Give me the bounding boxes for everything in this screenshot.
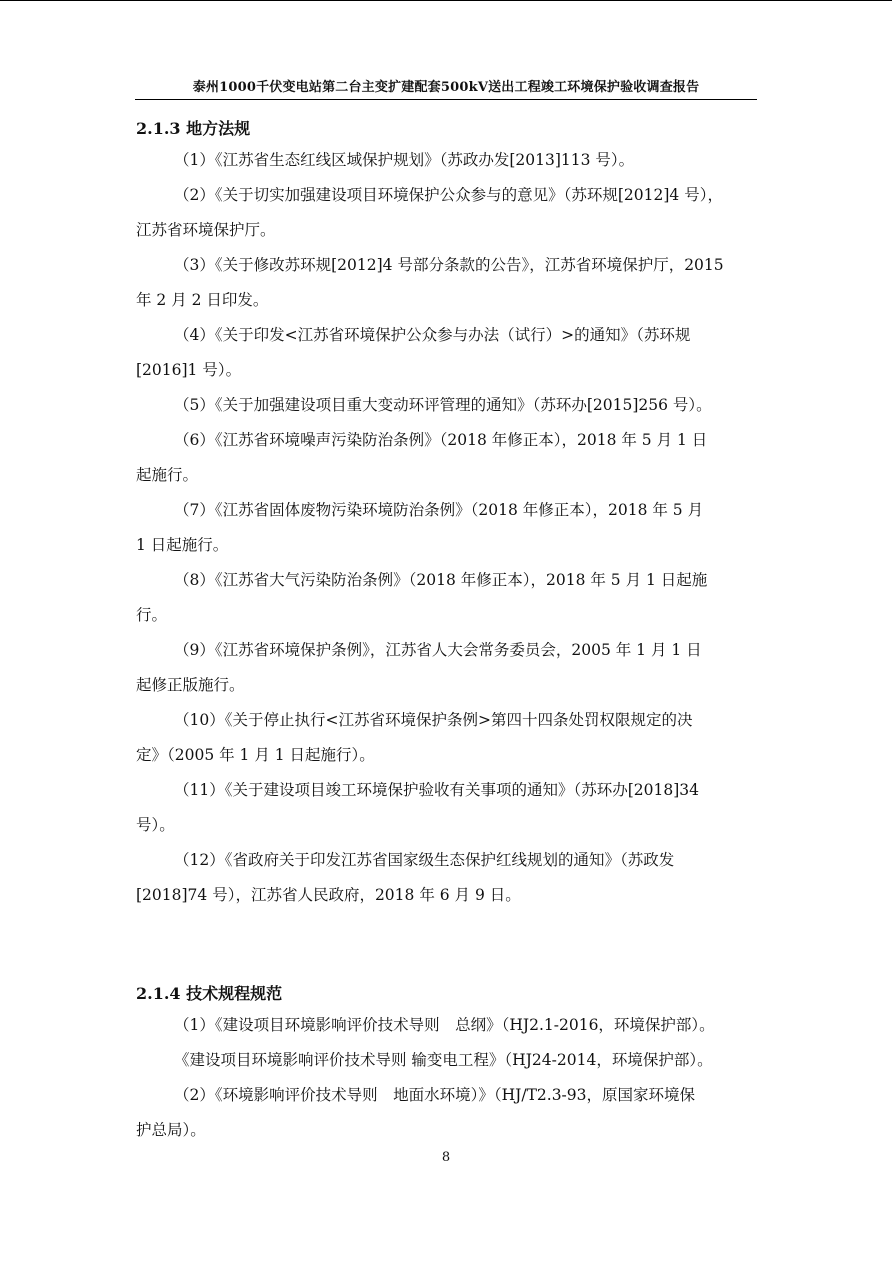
- item-line: （1）《江苏省生态红线区域保护规划》（苏政办发[2013]113 号）。: [174, 151, 635, 169]
- item-line-continued: 行。: [136, 606, 168, 624]
- item-line: （5）《关于加强建设项目重大变动环评管理的通知》（苏环办[2015]256 号）。: [174, 396, 712, 414]
- item-line: （9）《江苏省环境保护条例》，江苏省人大会常务委员会，2005 年 1 月 1 日: [174, 641, 702, 659]
- regulation-item-6: [136, 423, 758, 493]
- regulation-item-8: [136, 563, 758, 633]
- item-line: （4）《关于印发<江苏省环境保护公众参与办法（试行）>的通知》（苏环规: [174, 326, 691, 344]
- item-line: （7）《江苏省固体废物污染环境防治条例》（2018 年修正本），2018 年 5 月: [174, 501, 704, 519]
- section-title-2-1-3: 2.1.3 地方法规: [136, 119, 251, 138]
- item-line: （10）《关于停止执行<江苏省环境保护条例>第四十四条处罚权限规定的决: [174, 711, 693, 729]
- regulation-item-11: [136, 773, 758, 843]
- regulation-item-12: [136, 843, 758, 913]
- item-line: （11）《关于建设项目竣工环境保护验收有关事项的通知》（苏环办[2018]34: [174, 781, 699, 799]
- item-line: （2）《关于切实加强建设项目环境保护公众参与的意见》（苏环规[2012]4 号），: [174, 186, 723, 204]
- regulation-item-10: [136, 703, 758, 773]
- item-line: （6）《江苏省环境噪声污染防治条例》（2018 年修正本），2018 年 5 月 1 日: [174, 431, 708, 449]
- item-line-continued: 年 2 月 2 日印发。: [136, 291, 269, 309]
- item-line-continued: 护总局）。: [136, 1121, 206, 1139]
- header-rule: [135, 99, 757, 100]
- standard-item-1: [136, 1008, 758, 1043]
- item-line-continued: [2016]1 号）。: [136, 361, 242, 379]
- item-line: （3）《关于修改苏环规[2012]4 号部分条款的公告》，江苏省环境保护厅，2015: [174, 256, 724, 274]
- regulation-item-1: [136, 143, 758, 178]
- page-top-edge: [0, 0, 892, 1]
- item-line: （2）《环境影响评价技术导则 地面水环境）》（HJ/T2.3-93，原国家环境保: [174, 1086, 696, 1104]
- item-line-continued: 1 日起施行。: [136, 536, 229, 554]
- item-line: 《建设项目环境影响评价技术导则 输变电工程》（HJ24-2014，环境保护部）。: [174, 1051, 713, 1069]
- item-line-continued: 定》（2005 年 1 月 1 日起施行）。: [136, 746, 375, 764]
- regulation-item-4: [136, 318, 758, 388]
- regulation-item-9: [136, 633, 758, 703]
- item-line-continued: 起施行。: [136, 466, 199, 484]
- regulation-item-2: [136, 178, 758, 248]
- item-line: （8）《江苏省大气污染防治条例》（2018 年修正本），2018 年 5 月 1 日起施: [174, 571, 708, 589]
- section-title-2-1-4: 2.1.4 技术规程规范: [136, 984, 283, 1003]
- regulation-item-7: [136, 493, 758, 563]
- item-line: （12）《省政府关于印发江苏省国家级生态保护红线规划的通知》（苏政发: [174, 851, 675, 869]
- item-line-continued: 号）。: [136, 816, 175, 834]
- running-header: 泰州1000千伏变电站第二台主变扩建配套500kV送出工程竣工环境保护验收调查报告: [192, 80, 700, 95]
- item-line: （1）《建设项目环境影响评价技术导则 总纲》（HJ2.1-2016，环境保护部）。: [174, 1016, 715, 1034]
- regulation-item-3: [136, 248, 758, 318]
- item-line-continued: 起修正版施行。: [136, 676, 245, 694]
- page-number: 8: [441, 1150, 451, 1165]
- regulation-item-5: [136, 388, 758, 423]
- standard-item-1b: [136, 1043, 758, 1078]
- item-line-continued: [2018]74 号），江苏省人民政府，2018 年 6 月 9 日。: [136, 886, 521, 904]
- item-line-continued: 江苏省环境保护厅。: [136, 221, 276, 239]
- standard-item-2: [136, 1078, 758, 1148]
